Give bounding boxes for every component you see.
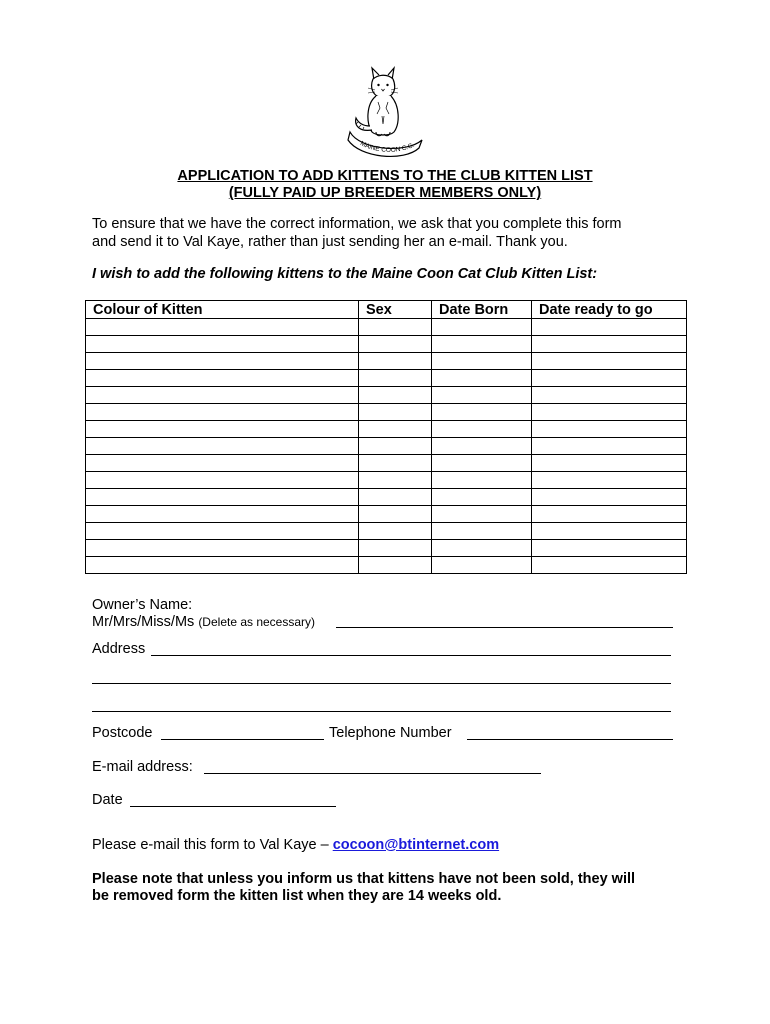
- table-row: [86, 472, 687, 489]
- table-row: [86, 319, 687, 336]
- date-ready-cell[interactable]: [532, 540, 687, 557]
- postcode-line[interactable]: [161, 739, 324, 740]
- sex-cell[interactable]: [359, 387, 432, 404]
- date-born-cell[interactable]: [432, 455, 532, 472]
- header-date-ready: Date ready to go: [532, 301, 687, 319]
- kitten-list-table: [85, 300, 687, 574]
- date-ready-cell[interactable]: [532, 404, 687, 421]
- date-born-cell[interactable]: [432, 506, 532, 523]
- date-ready-cell[interactable]: [532, 489, 687, 506]
- colour-cell[interactable]: [86, 472, 359, 489]
- date-born-cell[interactable]: [432, 404, 532, 421]
- telephone-line[interactable]: [467, 739, 673, 740]
- date-ready-cell[interactable]: [532, 557, 687, 574]
- table-header-row: [86, 301, 687, 319]
- intro-line2: and send it to Val Kaye, rather than just sending her an e-mail. Thank you.: [92, 234, 568, 250]
- date-ready-cell[interactable]: [532, 455, 687, 472]
- telephone-label: Telephone Number: [329, 725, 452, 741]
- table-row: [86, 540, 687, 557]
- intro-line1: To ensure that we have the correct information, we ask that you complete this form: [92, 216, 622, 232]
- address-line-3[interactable]: [92, 711, 671, 712]
- date-born-cell[interactable]: [432, 472, 532, 489]
- date-born-cell[interactable]: [432, 523, 532, 540]
- sex-cell[interactable]: [359, 404, 432, 421]
- colour-cell[interactable]: [86, 540, 359, 557]
- colour-cell[interactable]: [86, 370, 359, 387]
- date-ready-cell[interactable]: [532, 421, 687, 438]
- table-subheading: I wish to add the following kittens to the Maine Coon Cat Club Kitten List:: [92, 266, 598, 282]
- date-born-cell[interactable]: [432, 557, 532, 574]
- table-body: [86, 319, 687, 574]
- date-born-cell[interactable]: [432, 370, 532, 387]
- address-label: Address: [92, 641, 146, 657]
- sex-cell[interactable]: [359, 557, 432, 574]
- maine-coon-cat-icon: [346, 66, 426, 162]
- maine-coon-logo: [346, 66, 426, 162]
- title-label: Mr/Mrs/Miss/Ms: [92, 614, 195, 630]
- notice-line2: be removed form the kitten list when they are 14 weeks old.: [92, 888, 502, 904]
- colour-cell[interactable]: [86, 506, 359, 523]
- table-row: [86, 438, 687, 455]
- postcode-label: Postcode: [92, 725, 153, 741]
- colour-cell[interactable]: [86, 489, 359, 506]
- form-title-line1: APPLICATION TO ADD KITTENS TO THE CLUB KITTEN LIST: [177, 168, 593, 184]
- contact-line: [92, 837, 499, 853]
- header-sex: Sex: [359, 301, 432, 319]
- date-ready-cell[interactable]: [532, 370, 687, 387]
- colour-cell[interactable]: [86, 353, 359, 370]
- table-row: [86, 489, 687, 506]
- date-born-cell[interactable]: [432, 353, 532, 370]
- date-ready-cell[interactable]: [532, 523, 687, 540]
- address-line-2[interactable]: [92, 683, 671, 684]
- sex-cell[interactable]: [359, 506, 432, 523]
- date-born-cell[interactable]: [432, 336, 532, 353]
- table-row: [86, 336, 687, 353]
- sex-cell[interactable]: [359, 370, 432, 387]
- table-row: [86, 523, 687, 540]
- colour-cell[interactable]: [86, 387, 359, 404]
- colour-cell[interactable]: [86, 336, 359, 353]
- owner-name-heading: Owner’s Name:: [92, 597, 193, 613]
- date-label: Date: [92, 792, 123, 808]
- email-line[interactable]: [204, 773, 541, 774]
- colour-cell[interactable]: [86, 455, 359, 472]
- colour-cell[interactable]: [86, 523, 359, 540]
- sex-cell[interactable]: [359, 540, 432, 557]
- form-title-line2: (FULLY PAID UP BREEDER MEMBERS ONLY): [228, 185, 542, 201]
- logo-banner-text: MAINE COON C.C.: [358, 139, 416, 154]
- colour-cell[interactable]: [86, 404, 359, 421]
- address-line-1[interactable]: [151, 655, 671, 656]
- sex-cell[interactable]: [359, 455, 432, 472]
- table-row: [86, 557, 687, 574]
- date-ready-cell[interactable]: [532, 353, 687, 370]
- date-line[interactable]: [130, 806, 336, 807]
- title-note: (Delete as necessary): [198, 615, 316, 629]
- date-ready-cell[interactable]: [532, 438, 687, 455]
- table-row: [86, 455, 687, 472]
- contact-email-link[interactable]: cocoon@btinternet.com: [332, 837, 500, 853]
- date-ready-cell[interactable]: [532, 506, 687, 523]
- sex-cell[interactable]: [359, 421, 432, 438]
- sex-cell[interactable]: [359, 472, 432, 489]
- colour-cell[interactable]: [86, 438, 359, 455]
- header-date-born: Date Born: [432, 301, 532, 319]
- contact-text: Please e-mail this form to Val Kaye –: [92, 837, 329, 853]
- date-born-cell[interactable]: [432, 540, 532, 557]
- colour-cell[interactable]: [86, 319, 359, 336]
- date-born-cell[interactable]: [432, 387, 532, 404]
- sex-cell[interactable]: [359, 336, 432, 353]
- date-ready-cell[interactable]: [532, 387, 687, 404]
- sex-cell[interactable]: [359, 438, 432, 455]
- table-row: [86, 353, 687, 370]
- date-born-cell[interactable]: [432, 489, 532, 506]
- table-row: [86, 404, 687, 421]
- email-label: E-mail address:: [92, 759, 193, 775]
- notice-line1: Please note that unless you inform us that kittens have not been sold, they will: [92, 871, 636, 887]
- date-born-cell[interactable]: [432, 438, 532, 455]
- sex-cell[interactable]: [359, 523, 432, 540]
- owner-name-line[interactable]: [336, 627, 673, 628]
- table-row: [86, 421, 687, 438]
- date-born-cell[interactable]: [432, 319, 532, 336]
- colour-cell[interactable]: [86, 557, 359, 574]
- sex-cell[interactable]: [359, 353, 432, 370]
- date-born-cell[interactable]: [432, 421, 532, 438]
- date-ready-cell[interactable]: [532, 319, 687, 336]
- table-row: [86, 387, 687, 404]
- sex-cell[interactable]: [359, 489, 432, 506]
- date-ready-cell[interactable]: [532, 472, 687, 489]
- table-row: [86, 506, 687, 523]
- sex-cell[interactable]: [359, 319, 432, 336]
- header-colour: Colour of Kitten: [86, 301, 359, 319]
- colour-cell[interactable]: [86, 421, 359, 438]
- date-ready-cell[interactable]: [532, 336, 687, 353]
- table-row: [86, 370, 687, 387]
- title-row: [92, 614, 315, 630]
